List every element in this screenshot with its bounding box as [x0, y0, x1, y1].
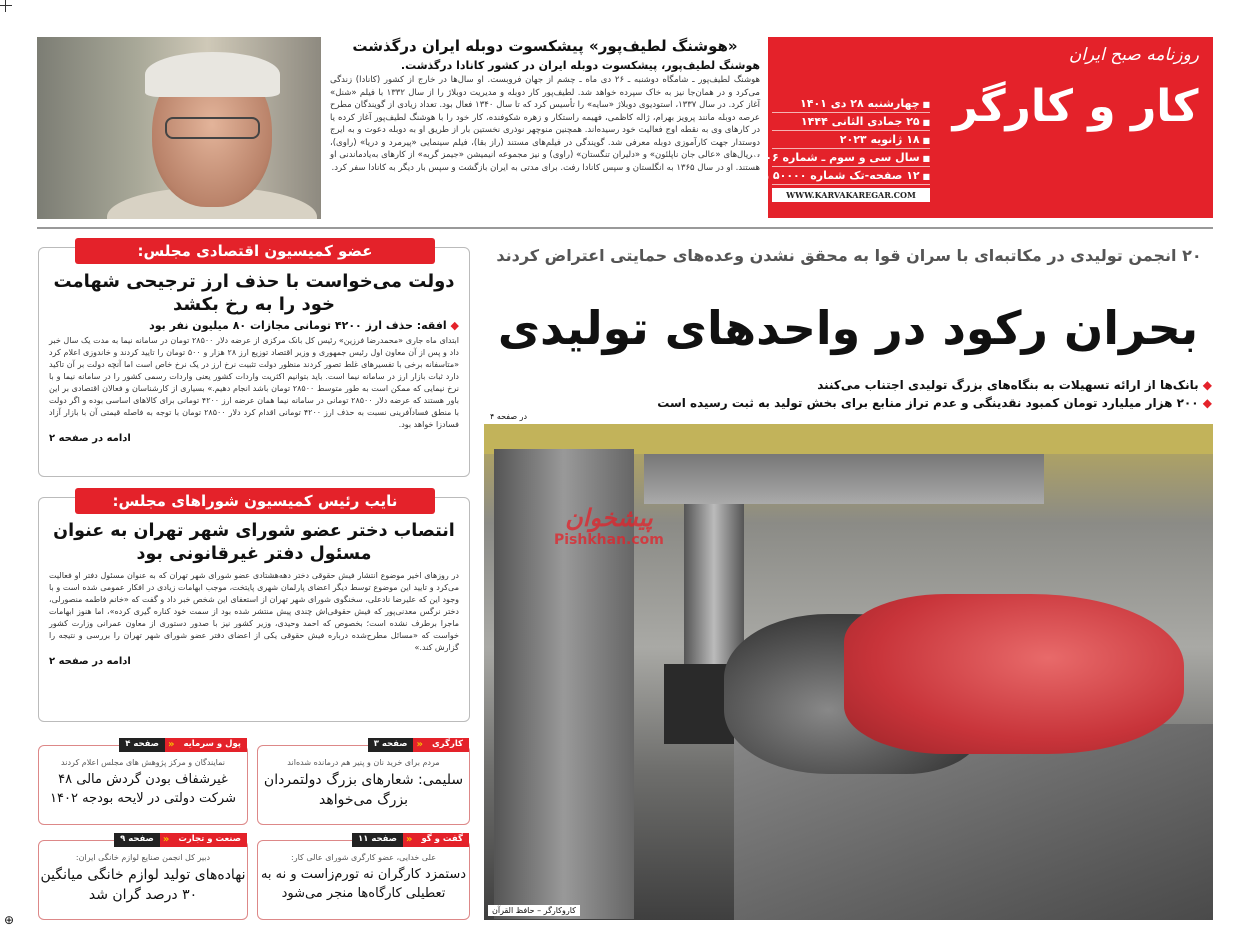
issue-price: ■ ۱۲ صفحه-تک شماره ۵۰۰۰۰ ریال [772, 167, 930, 185]
story-tag: عضو کمیسیون اقتصادی مجلس: [75, 238, 435, 264]
story-tag: نایب رئیس کمیسیون شوراهای مجلس: [75, 488, 435, 514]
teaser-finance[interactable] [38, 739, 248, 825]
teaser-kicker: مردم برای خرید نان و پنیر هم درمانده شده‌اند [287, 758, 440, 767]
issue-date-hijri: ■ ۲۵ جمادی الثانی ۱۴۴۴ [772, 113, 930, 131]
newspaper-logo: کار و کارگر [952, 81, 1199, 132]
section-label: گفت و گو [415, 833, 469, 847]
story-lead: ◆ افقه: حذف ارز ۴۲۰۰ تومانی مجازات ۸۰ میلیون نفر بود [49, 319, 459, 332]
teaser-headline: نهاده‌های تولید لوازم خانگی میانگین ۳۰ درصد گران شد [40, 867, 246, 903]
obituary-title: «هوشنگ لطیف‌پور» پیشکسوت دوبله ایران درگذشت [352, 37, 738, 55]
teaser-headline: غیرشفاف بودن گردش مالی ۴۸ شرکت دولتی در لایحه بودجه ۱۴۰۲ [50, 772, 236, 806]
masthead [744, 37, 1213, 218]
press-die [684, 504, 744, 664]
teaser-kicker: دبیر کل انجمن صنایع لوازم خانگی ایران: [75, 853, 211, 862]
section-tag [368, 738, 469, 752]
see-page-link[interactable]: در صفحه ۴ [490, 412, 528, 421]
pishkhan-watermark [554, 504, 664, 548]
teaser-kicker: نمایندگان و مرکز پژوهش های مجلس اعلام کردند [61, 758, 225, 767]
section-label: پول و سرمایه [177, 738, 247, 752]
register-mark-icon: ⊕ [4, 913, 15, 927]
photo-caption: کاروکارگر – حافظ القرآن [488, 905, 580, 916]
story-council [38, 492, 470, 722]
divider [37, 227, 1213, 229]
watermark-en: Pishkhan.com [554, 532, 664, 548]
page-label: صفحه ۳ [368, 738, 414, 752]
teaser-industry[interactable] [38, 834, 248, 920]
story-headline[interactable]: انتصاب دختر عضو شورای شهر تهران به عنوان مسئول دفتر غیرقانونی بود [53, 521, 455, 564]
obituary-body: هوشنگ لطیف‌پور ـ شامگاه دوشنبه ـ ۲۶ دی ماه ـ چشم از جهان فروبست. او سال‌ها در خارج از کشور (کانادا) زندگی می‌کرد و در همان‌جا نیز به خاک سپرده خواهد شد. لطیف‌پور کار دوبله و مدیریت دوبلاژ را از سال ۱۳۳۲ با فیلم «شنل» آغاز کرد. در سال ۱۳۳۷، استودیوی دوبلاژ «سایه» را تأسیس کرد که تا سال ۱۳۴۰ فعال بود. تعداد زیادی از گویندگان مطرح عرصه دوبله مانند پرویز بهرام، ژاله کاظمی، فهیمه راستکار و زهره شکوفنده، کار خود را با هوشنگ لطیف‌پور آغاز کرده یا در کارهای وی به نقطه اوج فعالیت خود رسیده‌اند. همچنین منوچهر نوذری نخستین بار از طریق او به دوبله دعوت و به ایرج دوستدار جهت کارآموزی دوبله معرفی شد. گویندگی در فیلم‌های مستند (راز بقا)، فیلم سینمایی «پیرمرد و دریا» (راوی)، سریال‌های «عالی جان ناپلئون» و «دلیران تنگستان» (راوی) و نیز مجموعه انیمیشن «جیمز گربه» از کارهای به‌یادماندنی او هستند. او در سال ۱۳۶۵ به انگلستان و سپس کانادا رفت. برای مدتی به ایران بازگشت و سپس بار دیگر به کانادا سفر کرد. [330, 75, 761, 173]
issue-date-gregorian: ■ ۱۸ ژانویه ۲۰۲۳ [772, 131, 930, 149]
main-subheadline: ۲۰ انجمن تولیدی در مکاتبه‌ای با سران قوا به محقق نشدن وعده‌های حمایتی اعتراض کردند [496, 246, 1202, 265]
section-tag [119, 738, 247, 752]
obituary-article [330, 37, 760, 223]
issue-info [744, 95, 930, 202]
chevron-icon: « [403, 833, 415, 847]
main-bullet: ◆ ۲۰۰ هزار میلیارد تومان کمبود نقدینگی و عدم تراز منابع برای بخش تولید به ثبت رسیده است [572, 396, 1212, 410]
story-headline[interactable]: دولت می‌خواست با حذف ارز ترجیحی شهامت خود را به رخ بکشد [53, 271, 455, 315]
continued-link[interactable]: ادامه در صفحه ۲ [49, 433, 131, 444]
section-tag [352, 833, 469, 847]
teaser-headline: سلیمی: شعارهای بزرگ دولتمردان بزرگ می‌خواهد [263, 772, 464, 808]
main-photo [484, 424, 1213, 920]
red-glove-cuff [844, 594, 1184, 754]
photo-glasses [165, 117, 260, 139]
crop-mark-icon [0, 0, 12, 12]
main-bullet: ◆ بانک‌ها از ارائه تسهیلات به بنگاه‌های بزرگ تولیدی اجتناب می‌کنند [572, 378, 1212, 392]
obituary-portrait-photo [37, 37, 321, 219]
watermark-fa: پیشخوان [565, 504, 653, 532]
website-link[interactable]: WWW.KARVAKAREGAR.COM [772, 188, 930, 202]
page-label: صفحه ۴ [119, 738, 165, 752]
teaser-labor[interactable] [257, 739, 470, 825]
section-label: کارگری [426, 738, 469, 752]
story-currency [38, 242, 470, 477]
teaser-headline: دستمزد کارگران نه تورم‌زاست و نه به تعطیلی کارگاه‌ها منجر می‌شود [260, 867, 467, 901]
story-body: ابتدای ماه جاری «محمدرضا فرزین» رئیس کل بانک مرکزی از عرضه دلار ۲۸۵۰۰ تومان در سامانه نیما به مدت یک سال خبر داد و پس از آن معاون اول رئیس جمهوری و وزیر اقتصاد توزیع ارز ۲۸ هزار و ۵۰۰ تومان را تایید کردند و خاندوزی اعلام کرد «متاسفانه برخی با تفسیرهای غلط تصور کردند منظور دولت تثبیت نرخ ارز در یک نرخ خاص است اما آنچه دولت بر آن تاکید دارد ثبات بازار ارز در سامانه نیما است. باید بتوانیم اکثریت واردات کشور یعنی واردات رسمی کشور را در سامانه نیما و با نرخ نیمایی که ممکن است به طور متوسط ۲۸۵۰۰ تومان باشد انجام دهیم.» بسیاری از کارشناسان و فعالان اقتصادی بر این باور هستند که عرضه دلار ۲۸۵۰۰ تومانی در سامانه نیما همان عرضه ارز ۴۲۰۰ تومانی برای کالاهای اساسی بوده و اگر دولت با منطق فسادآفرینی نسبت به حذف ارز ۴۲۰۰ تومانی اقدام کرد دلار ۲۸۵۰۰ تومان با توجه به فاصله قیمتی آن با بازار آزاد فسادزا خواهد بود. [49, 336, 460, 429]
chevron-icon: « [165, 738, 177, 752]
issue-date-persian: ■ چهارشنبه ۲۸ دی ۱۴۰۱ [772, 95, 930, 113]
teaser-kicker: علی خدایی، عضو کارگری شورای عالی کار: [291, 853, 436, 862]
masthead-subtitle: روزنامه صبح ایران [1068, 45, 1199, 65]
chevron-icon: « [160, 833, 172, 847]
machine-beam [644, 454, 1044, 504]
chevron-icon: « [413, 738, 425, 752]
teaser-interview[interactable] [257, 834, 470, 920]
main-headline[interactable]: بحران رکود در واحدهای تولیدی [497, 301, 1199, 355]
issue-number: ■ سال سی و سوم ـ شماره ۹۱۰۶ [772, 149, 930, 167]
page-label: صفحه ۹ [114, 833, 160, 847]
story-body: در روزهای اخیر موضوع انتشار فیش حقوقی دختر دهه‌هشتادی عضو شورای شهر تهران که به عنوان مسئول دفتر او فعالیت می‌کرد و تایید این موضوع توسط دیگر اعضای پارلمان شهری پایتخت، موجب ابهامات زیادی در افکار عمومی شده است و با وجود این که علیرضا نادعلی، سخنگوی شورای شهر تهران از استعفای این شخص خبر داد و گفت که «خانم فاطمه منصورلی، دختر نرگس معدنی‌پور که فیش حقوقی‌اش چندی پیش منتشر شده بود از سمت خود کناره گیری کرده»، اما هنوز ابهامات ماجرا برطرف نشده است؛ بخصوص که احمد وحیدی، وزیر کشور نیز با صدور دستوری از معاون عمرانی وزارت کشور خواست که «مسائل مطرح‌شده درباره فیش حقوقی یکی از اعضای دفتر عضو شورای شهر تهران را بررسی و نتیجه را گزارش کند.» [49, 571, 459, 652]
page-label: صفحه ۱۱ [352, 833, 403, 847]
section-label: صنعت و تجارت [172, 833, 247, 847]
photo-hair [145, 52, 280, 97]
continued-link[interactable]: ادامه در صفحه ۲ [49, 656, 131, 667]
obituary-lead: هوشنگ لطیف‌پور، پیشکسوت دوبله ایران در کشور کانادا درگذشت. [400, 59, 760, 72]
section-tag [114, 833, 247, 847]
